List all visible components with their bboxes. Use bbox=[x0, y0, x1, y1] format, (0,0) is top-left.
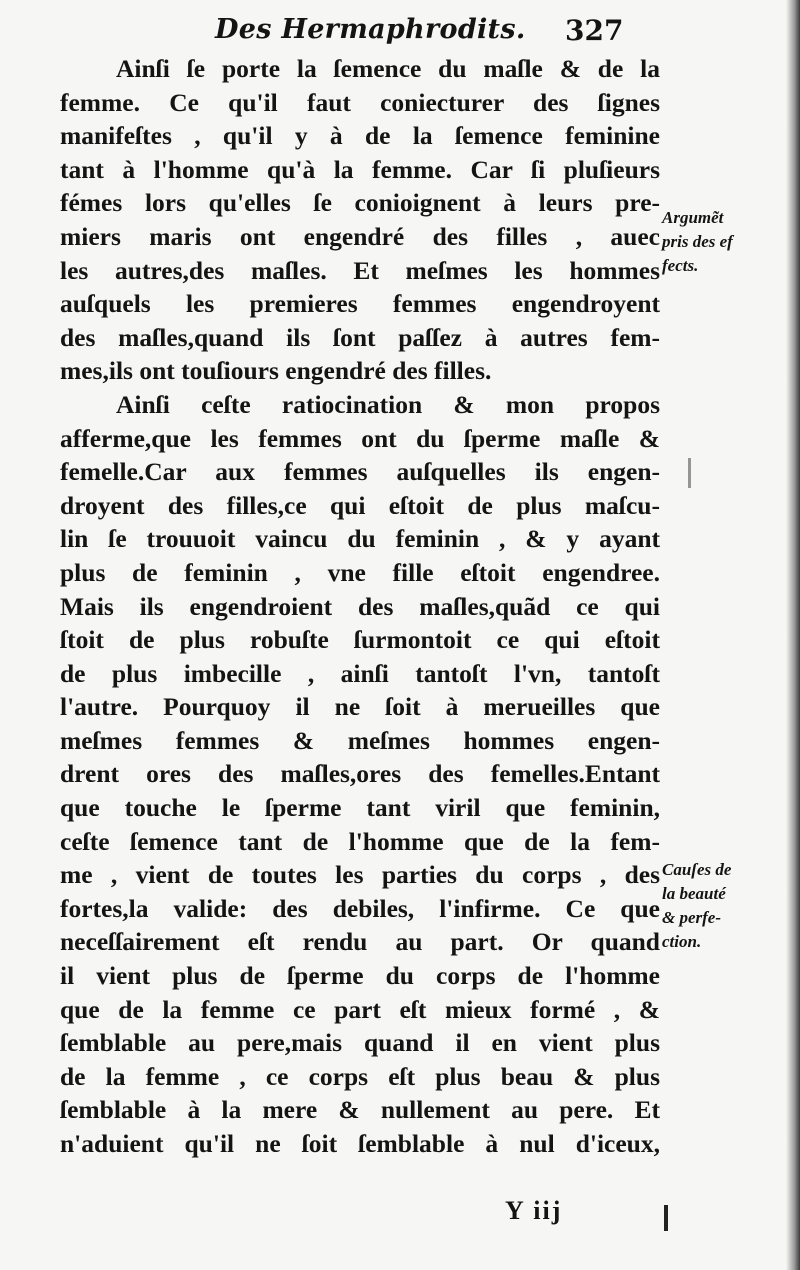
margin-note-line: & perfe- bbox=[662, 908, 722, 927]
text-line: il vient plus de ſperme du corps de l'homme bbox=[60, 961, 660, 991]
text-line: Ainſi ceſte ratiocination & mon propos bbox=[116, 389, 660, 419]
text-line: ſemblable au pere,mais quand il en vient plus bbox=[60, 1028, 660, 1058]
text-line: n'aduient qu'il ne ſoit ſemblable à nul d'iceux, bbox=[60, 1129, 660, 1158]
text-line: fortes,la valide: des debiles, l'infirme. Ce que bbox=[60, 893, 660, 923]
margin-note-line: fects. bbox=[662, 256, 699, 275]
text-line: me , vient de toutes les parties du corps , des bbox=[60, 860, 660, 890]
margin-note-line: ction. bbox=[662, 932, 702, 951]
text-line: des maſles,quand ils ſont paſſez à autres fem- bbox=[60, 322, 660, 352]
text-line: les autres,des maſles. Et meſmes les hommes bbox=[60, 255, 660, 285]
text-line: femelle.Car aux femmes auſquelles ils engen- bbox=[60, 457, 660, 487]
text-line: ceſte ſemence tant de l'homme que de la fem- bbox=[60, 826, 660, 856]
text-line: lin ſe trouuoit vaincu du feminin , & y ayant bbox=[60, 524, 660, 554]
text-line: afferme,que les femmes ont du ſperme maſle & bbox=[60, 423, 660, 453]
margin-note-causes bbox=[662, 858, 792, 954]
text-line: que touche le ſperme tant viril que feminin, bbox=[60, 793, 660, 823]
text-line: de la femme , ce corps eſt plus beau & plus bbox=[60, 1061, 660, 1091]
page-number: 327 bbox=[565, 14, 624, 47]
text-line: manifeſtes , qu'il y à de la ſemence feminine bbox=[60, 121, 660, 151]
text-line: l'autre. Pourquoy il ne ſoit à merueilles que bbox=[60, 692, 660, 722]
text-line: mes,ils ont touſiours engendré des filles. bbox=[60, 356, 492, 386]
text-line: plus de feminin , vne fille eſtoit engendree. bbox=[60, 557, 660, 587]
text-line: femme. Ce qu'il faut coniecturer des ſignes bbox=[60, 87, 660, 117]
margin-note-line: Argumẽt bbox=[662, 208, 724, 227]
page-edge-shadow bbox=[786, 0, 800, 1270]
text-line: meſmes femmes & meſmes hommes engen- bbox=[60, 725, 660, 755]
text-line: Mais ils engendroient des maſles,quãd ce qui bbox=[60, 591, 660, 621]
margin-note-line: la beauté bbox=[662, 884, 726, 903]
text-line: Ainſi ſe porte la ſemence du maſle & de la bbox=[116, 54, 660, 83]
text-line: tant à l'homme qu'à la femme. Car ſi pluſieurs bbox=[60, 154, 660, 184]
text-line: que de la femme ce part eſt mieux formé , & bbox=[60, 994, 660, 1024]
margin-ink-mark bbox=[664, 1205, 668, 1231]
margin-note-arguments bbox=[662, 206, 792, 278]
text-line: fémes lors qu'elles ſe conioignent à leurs pre- bbox=[60, 188, 660, 218]
signature-mark: Y iij bbox=[505, 1196, 563, 1225]
text-line: auſquels les premieres femmes engendroyent bbox=[60, 289, 660, 319]
text-line: drent ores des maſles,ores des femelles.Entant bbox=[60, 759, 660, 789]
margin-note-line: pris des ef bbox=[662, 232, 733, 251]
body-text bbox=[60, 52, 660, 1161]
margin-ink-mark bbox=[688, 458, 691, 488]
text-line: de plus imbecille , ainſi tantoſt l'vn, tantoſt bbox=[60, 658, 660, 688]
text-line: miers maris ont engendré des filles , auec bbox=[60, 221, 660, 251]
text-line: ſemblable à la mere & nullement au pere. Et bbox=[60, 1095, 660, 1125]
text-line: droyent des filles,ce qui eſtoit de plus maſcu- bbox=[60, 490, 660, 520]
text-line: ſtoit de plus robuſte ſurmontoit ce qui eſtoit bbox=[60, 625, 660, 655]
margin-note-line: Cauſes de bbox=[662, 860, 732, 879]
text-line: neceſſairement eſt rendu au part. Or quand bbox=[60, 927, 660, 957]
running-title: Des Hermaphrodits. bbox=[215, 14, 526, 45]
